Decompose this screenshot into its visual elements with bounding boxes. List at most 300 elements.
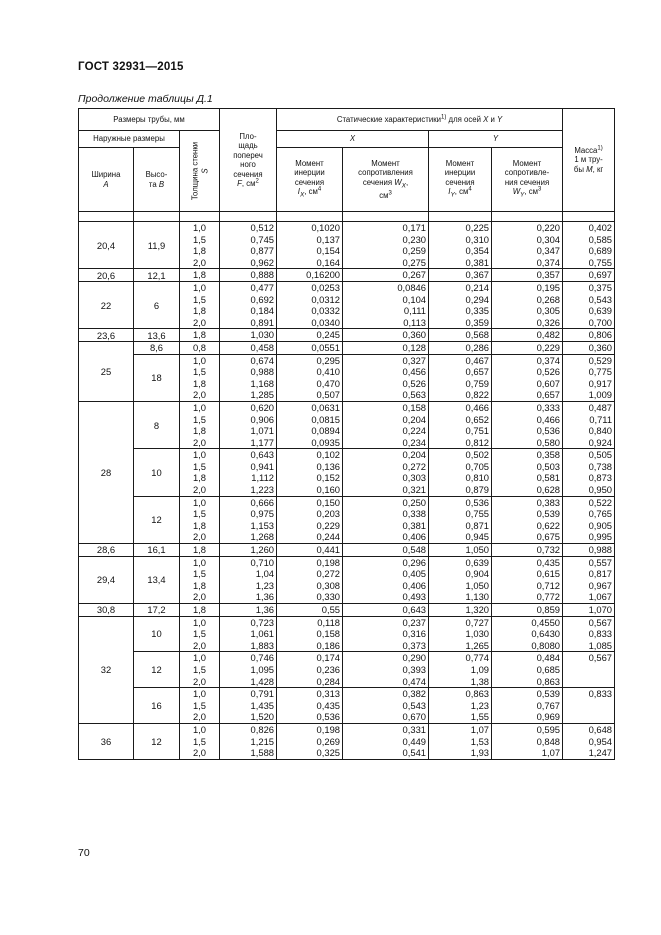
cell-value: 1,8 <box>192 425 207 437</box>
cell-value: 0,755 <box>588 256 613 268</box>
area-cell <box>220 604 277 617</box>
area-cell <box>220 281 277 328</box>
height-cell: 11,9 <box>134 222 180 269</box>
cell-value: 0,700 <box>588 316 613 328</box>
cell-value: 0,250 <box>402 496 426 508</box>
cell-value: 0,628 <box>536 484 561 496</box>
cell-value: 0,137 <box>316 233 340 245</box>
cell-value: 1,168 <box>250 377 274 389</box>
cell-value: 1,095 <box>250 663 274 675</box>
ix-cell <box>277 556 343 603</box>
wall-cell <box>180 604 220 617</box>
cell-value: 0,772 <box>536 591 561 603</box>
wx-cell <box>343 449 429 496</box>
cell-value: 0,406 <box>402 579 426 591</box>
width-cell: 28,6 <box>79 544 134 557</box>
cell-value: 0,230 <box>402 233 426 245</box>
cell-value: 0,877 <box>250 245 274 257</box>
cell-value: 0,863 <box>536 675 561 687</box>
cell-value: 0,158 <box>402 401 426 413</box>
cell-value: 0,607 <box>536 377 561 389</box>
width-cell: 20,4 <box>79 222 134 269</box>
height-cell: 16,1 <box>134 544 180 557</box>
wy-cell <box>492 329 563 342</box>
pipe-dimensions-table <box>78 108 615 760</box>
cell-value: 0,0815 <box>311 413 340 425</box>
cell-value: 2,0 <box>192 675 207 687</box>
cell-value: 0,595 <box>536 723 561 735</box>
ix-cell <box>277 329 343 342</box>
cell-value: 0,375 <box>588 281 613 293</box>
wall-cell <box>180 269 220 282</box>
cell-value: 0,198 <box>316 723 340 735</box>
mass-cell <box>563 604 615 617</box>
cell-value: 0,327 <box>402 354 426 366</box>
cell-value: 1,0 <box>192 616 207 628</box>
cell-value: 0,308 <box>316 579 340 591</box>
cell-value: 0,358 <box>536 449 561 461</box>
cell-value: 0,727 <box>465 616 489 628</box>
cell-value: 1,5 <box>192 699 207 711</box>
cell-value: 1,0 <box>192 496 207 508</box>
cell-value: 0,812 <box>465 436 489 448</box>
iy-cell <box>429 401 492 448</box>
cell-value: 0,657 <box>465 366 489 378</box>
cell-value: 0,303 <box>402 472 426 484</box>
width-cell: 20,6 <box>79 269 134 282</box>
cell-value: 0,174 <box>316 652 340 664</box>
wy-cell <box>492 449 563 496</box>
cell-value: 0,338 <box>402 508 426 520</box>
wall-cell <box>180 556 220 603</box>
width-cell: 32 <box>79 616 134 723</box>
cell-value: 0,113 <box>403 316 426 328</box>
height-cell: 18 <box>134 354 180 401</box>
mass-cell <box>563 222 615 269</box>
cell-value: 0,639 <box>588 305 613 317</box>
cell-value: 0,383 <box>536 496 561 508</box>
cell-value: 0,0894 <box>311 425 340 437</box>
cell-value: 1,0 <box>192 354 207 366</box>
cell-value: 0,347 <box>536 245 561 257</box>
cell-value: 0,286 <box>465 341 489 353</box>
cell-value: 0,104 <box>402 293 426 305</box>
wall-cell <box>180 354 220 401</box>
table-row <box>79 688 615 724</box>
cell-value: 0,367 <box>465 269 489 281</box>
cell-value: 0,102 <box>316 449 340 461</box>
wy-cell <box>492 723 563 759</box>
cell-value: 0,541 <box>402 747 426 759</box>
cell-value: 0,522 <box>588 496 613 508</box>
cell-value: 0,482 <box>536 329 561 341</box>
cell-value: 0,746 <box>250 652 274 664</box>
cell-value: 0,154 <box>316 245 340 257</box>
cell-value: 2,0 <box>192 711 207 723</box>
cell-value: 0,405 <box>402 568 426 580</box>
cell-value: 0,817 <box>588 568 613 580</box>
cell-value: 1,428 <box>250 675 274 687</box>
wy-cell <box>492 688 563 724</box>
cell-value: 0,326 <box>536 316 561 328</box>
area-cell <box>220 329 277 342</box>
mass-cell <box>563 449 615 496</box>
wall-cell <box>180 544 220 557</box>
cell-value: 0,374 <box>536 256 561 268</box>
table-row <box>79 329 615 342</box>
cell-value: 0,333 <box>536 401 561 413</box>
cell-value: 1,8 <box>192 305 207 317</box>
cell-value: 1,5 <box>192 460 207 472</box>
cell-value: 0,643 <box>402 604 426 615</box>
cell-value: 1,050 <box>465 579 489 591</box>
wy-cell <box>492 544 563 557</box>
cell-value: 0,967 <box>588 579 613 591</box>
cell-value: 1,5 <box>192 735 207 747</box>
cell-value: 1,8 <box>192 604 207 615</box>
table-header <box>79 109 615 222</box>
cell-value: 1,8 <box>192 245 207 257</box>
wy-cell <box>492 222 563 269</box>
cell-value: 0,685 <box>536 663 561 675</box>
cell-value: 0,692 <box>250 293 274 305</box>
table-row <box>79 281 615 328</box>
cell-value: 0,657 <box>536 389 561 401</box>
cell-value: 0,774 <box>465 652 489 664</box>
table-row <box>79 616 615 652</box>
cell-value: 0,204 <box>402 413 426 425</box>
cell-value: 0,484 <box>536 652 561 664</box>
cell-value: 0,503 <box>536 460 561 472</box>
wy-cell <box>492 269 563 282</box>
cell-value: 0,321 <box>402 484 426 496</box>
ix-cell <box>277 652 343 688</box>
cell-value: 0,711 <box>589 413 613 425</box>
header-mass: Масса$^{1)}$ 1 м тру- бы M, кг <box>563 109 615 212</box>
iy-cell <box>429 496 492 543</box>
wx-cell <box>343 688 429 724</box>
cell-value: 0,269 <box>316 735 340 747</box>
ix-cell <box>277 723 343 759</box>
cell-value: 0,873 <box>588 472 613 484</box>
mass-cell <box>563 652 615 688</box>
width-cell: 36 <box>79 723 134 759</box>
wx-cell <box>343 269 429 282</box>
cell-value: 0,767 <box>536 699 561 711</box>
cell-value: 1,070 <box>588 604 613 615</box>
cell-value: 1,520 <box>250 711 274 723</box>
cell-value: 0,158 <box>316 628 340 640</box>
wx-cell <box>343 354 429 401</box>
cell-value: 0,526 <box>536 366 561 378</box>
wx-cell <box>343 652 429 688</box>
iy-cell <box>429 652 492 688</box>
header-outer-dims: Наружные размеры <box>79 131 180 148</box>
ix-cell <box>277 616 343 652</box>
cell-value: 0,507 <box>316 389 340 401</box>
cell-value: 0,456 <box>402 366 426 378</box>
ix-cell <box>277 496 343 543</box>
wall-cell <box>180 449 220 496</box>
iy-cell <box>429 449 492 496</box>
cell-value: 0,543 <box>588 293 613 305</box>
cell-value: 0,294 <box>465 293 489 305</box>
cell-value: 0,360 <box>588 341 613 353</box>
cell-value: 0,988 <box>250 366 274 378</box>
table-row <box>79 556 615 603</box>
height-cell: 10 <box>134 449 180 496</box>
wall-cell <box>180 281 220 328</box>
cell-value: 0,563 <box>402 389 426 401</box>
cell-value: 0,888 <box>250 269 274 281</box>
cell-value: 0,381 <box>402 519 426 531</box>
wy-cell <box>492 652 563 688</box>
cell-value: 0,55 <box>321 604 340 615</box>
cell-value: 1,112 <box>251 472 274 484</box>
cell-value: 0,393 <box>402 663 426 675</box>
ix-cell <box>277 688 343 724</box>
table-body <box>79 222 615 760</box>
page-number: 70 <box>78 847 90 859</box>
cell-value: 0,775 <box>588 366 613 378</box>
cell-value: 0,648 <box>588 723 613 735</box>
cell-value: 0,738 <box>588 460 613 472</box>
cell-value: 0,313 <box>316 688 340 700</box>
area-cell <box>220 723 277 759</box>
cell-value: 0,891 <box>250 316 274 328</box>
header-wx: Момент сопротивления сечения $W_X$, $см^3$ <box>343 148 429 212</box>
mass-cell <box>563 341 615 354</box>
iy-cell <box>429 616 492 652</box>
area-cell <box>220 222 277 269</box>
cell-value: 0,568 <box>465 329 489 341</box>
wy-cell <box>492 616 563 652</box>
cell-value: 0,759 <box>465 377 489 389</box>
cell-value: 0,945 <box>465 531 489 543</box>
ix-cell <box>277 449 343 496</box>
cell-value: 0,581 <box>536 472 561 484</box>
cell-value: 1,5 <box>192 293 207 305</box>
cell-value: 0,441 <box>316 544 340 556</box>
cell-value: 0,220 <box>536 222 561 233</box>
cell-value: 0,675 <box>536 531 561 543</box>
wall-cell <box>180 401 220 448</box>
cell-value: 0,674 <box>250 354 274 366</box>
cell-value: 0,0631 <box>311 401 340 413</box>
cell-value: 1,8 <box>192 269 207 281</box>
table-row <box>79 544 615 557</box>
cell-value: 0,224 <box>402 425 426 437</box>
cell-value: 0,1020 <box>311 222 340 233</box>
cell-value: 1,153 <box>250 519 274 531</box>
table-row <box>79 723 615 759</box>
cell-value <box>565 664 612 676</box>
header-axis-x: X <box>277 131 429 148</box>
cell-value: 0,905 <box>588 519 613 531</box>
cell-value: 1,23 <box>470 699 489 711</box>
cell-value: 1,36 <box>255 604 274 615</box>
cell-value: 0,275 <box>402 256 426 268</box>
cell-value: 0,712 <box>536 579 561 591</box>
cell-value: 1,009 <box>588 389 613 401</box>
table-row <box>79 341 615 354</box>
cell-value: 0,879 <box>465 484 489 496</box>
cell-value: 1,0 <box>192 401 207 413</box>
height-cell: 8,6 <box>134 341 180 354</box>
cell-value: 0,325 <box>316 747 340 759</box>
height-cell: 10 <box>134 616 180 652</box>
wx-cell <box>343 341 429 354</box>
cell-value: 1,265 <box>465 639 489 651</box>
height-cell: 6 <box>134 281 180 328</box>
cell-value: 0,184 <box>250 305 274 317</box>
cell-value: 0,186 <box>316 639 340 651</box>
cell-value: 0,284 <box>316 675 340 687</box>
cell-value: 2,0 <box>192 639 207 651</box>
cell-value: 0,666 <box>250 496 274 508</box>
mass-cell <box>563 329 615 342</box>
cell-value: 0,0340 <box>311 316 340 328</box>
cell-value: 0,245 <box>316 329 340 341</box>
cell-value: 0,536 <box>465 496 489 508</box>
mass-cell <box>563 281 615 328</box>
wy-cell <box>492 401 563 448</box>
wx-cell <box>343 496 429 543</box>
iy-cell <box>429 222 492 269</box>
cell-value: 0,954 <box>588 735 613 747</box>
cell-value: 0,203 <box>316 508 340 520</box>
header-iy: Момент инерции сечения $I_Y$, $см^4$ <box>429 148 492 212</box>
cell-value: 0,543 <box>402 699 426 711</box>
cell-value: 0,152 <box>316 472 340 484</box>
cell-value: 0,791 <box>250 688 274 700</box>
cell-value: 0,466 <box>536 413 561 425</box>
cell-value: 0,214 <box>465 281 489 293</box>
cell-value: 0,751 <box>465 425 489 437</box>
height-cell: 12 <box>134 723 180 759</box>
mass-cell <box>563 354 615 401</box>
cell-value: 0,272 <box>402 460 426 472</box>
cell-value: 0,732 <box>536 544 561 556</box>
cell-value: 2,0 <box>192 747 207 759</box>
cell-value: 0,526 <box>402 377 426 389</box>
cell-value: 0,904 <box>465 568 489 580</box>
mass-cell <box>563 496 615 543</box>
cell-value: 2,0 <box>192 531 207 543</box>
area-cell <box>220 341 277 354</box>
cell-value: 1,130 <box>465 591 489 603</box>
wall-cell <box>180 341 220 354</box>
cell-value: 0,8080 <box>531 639 561 651</box>
cell-value: 0,267 <box>402 269 426 281</box>
cell-value: 0,917 <box>588 377 613 389</box>
cell-value: 0,924 <box>588 436 613 448</box>
cell-value: 0,705 <box>465 460 489 472</box>
mass-cell <box>563 401 615 448</box>
area-cell <box>220 269 277 282</box>
cell-value: 1,8 <box>192 377 207 389</box>
header-area: Пло- щадь попереч ного сечения F, $см^2$ <box>220 109 277 212</box>
iy-cell <box>429 688 492 724</box>
height-cell: 12,1 <box>134 269 180 282</box>
table-row <box>79 401 615 448</box>
width-cell: 23,6 <box>79 329 134 342</box>
cell-value: 0,118 <box>317 616 340 628</box>
wx-cell <box>343 222 429 269</box>
cell-value <box>565 676 612 688</box>
cell-value: 0,402 <box>588 222 613 233</box>
cell-value: 0,435 <box>316 699 340 711</box>
cell-value: 0,950 <box>588 484 613 496</box>
height-cell: 13,6 <box>134 329 180 342</box>
cell-value: 0,969 <box>536 711 561 723</box>
cell-value: 0,136 <box>316 460 340 472</box>
cell-value: 1,0 <box>192 652 207 664</box>
cell-value: 0,906 <box>250 413 274 425</box>
header-pipe-sizes: Размеры трубы, мм <box>79 109 220 131</box>
cell-value: 0,615 <box>536 568 561 580</box>
cell-value: 1,5 <box>192 568 207 580</box>
iy-cell <box>429 604 492 617</box>
area-cell <box>220 354 277 401</box>
cell-value: 1,55 <box>470 711 489 723</box>
wx-cell <box>343 616 429 652</box>
cell-value: 0,296 <box>402 556 426 568</box>
cell-value: 0,822 <box>465 389 489 401</box>
wy-cell <box>492 496 563 543</box>
cell-value: 0,244 <box>316 531 340 543</box>
cell-value: 0,826 <box>250 723 274 735</box>
cell-value: 0,806 <box>588 329 613 341</box>
cell-value: 0,548 <box>402 544 426 556</box>
cell-value: 1,435 <box>250 699 274 711</box>
cell-value: 0,710 <box>250 556 274 568</box>
cell-value: 1,5 <box>192 508 207 520</box>
cell-value: 0,330 <box>316 591 340 603</box>
cell-value <box>565 700 612 712</box>
cell-value: 0,941 <box>250 460 274 472</box>
cell-value: 1,53 <box>470 735 489 747</box>
cell-value: 0,382 <box>402 688 426 700</box>
cell-value: 0,150 <box>316 496 340 508</box>
cell-value: 0,848 <box>536 735 561 747</box>
header-wy: Момент сопротивле- ния сечения $W_Y$, $см^3$ <box>492 148 563 212</box>
cell-value: 0,639 <box>465 556 489 568</box>
cell-value <box>565 711 612 723</box>
cell-value: 0,0551 <box>311 341 340 353</box>
cell-value: 0,536 <box>536 425 561 437</box>
cell-value: 0,295 <box>316 354 340 366</box>
cell-value: 1,320 <box>465 604 489 615</box>
cell-value: 0,567 <box>588 652 613 664</box>
cell-value: 0,236 <box>316 663 340 675</box>
wall-cell <box>180 496 220 543</box>
mass-cell <box>563 616 615 652</box>
header-ix: Момент инерции сечения $I_X$, $см^4$ <box>277 148 343 212</box>
cell-value: 0,354 <box>465 245 489 257</box>
wx-cell <box>343 556 429 603</box>
wx-cell <box>343 329 429 342</box>
cell-value: 1,085 <box>588 639 613 651</box>
cell-value: 0,360 <box>402 329 426 341</box>
cell-value: 2,0 <box>192 484 207 496</box>
height-cell: 8 <box>134 401 180 448</box>
cell-value: 0,6430 <box>531 628 561 640</box>
cell-value: 0,723 <box>250 616 274 628</box>
cell-value: 0,229 <box>316 519 340 531</box>
cell-value: 0,204 <box>402 449 426 461</box>
cell-value: 0,406 <box>402 531 426 543</box>
